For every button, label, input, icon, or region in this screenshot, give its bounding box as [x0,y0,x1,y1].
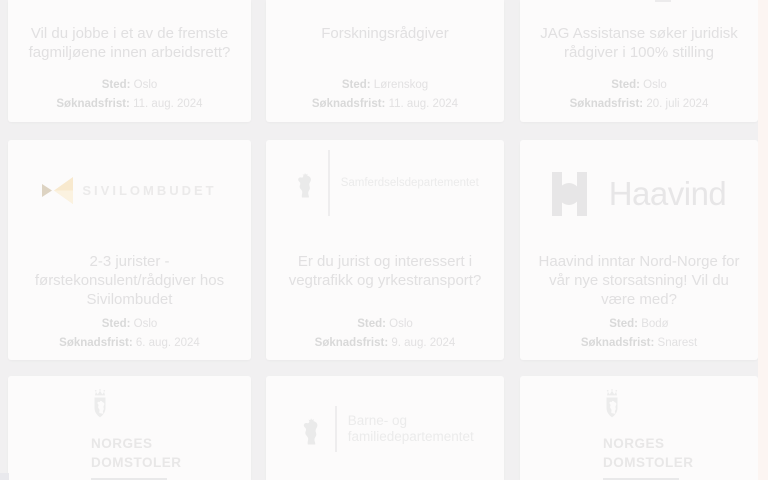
haavind-logo-text: Haavind [608,175,727,212]
deadline-label: Søknadsfrist: [311,98,386,110]
deadline-label: Søknadsfrist: [56,98,130,110]
court-crest-icon [603,389,621,421]
deadline-label: Søknadsfrist: [314,337,389,349]
job-deadline [520,337,758,350]
deadline-value: 11. aug. 2024 [133,98,203,110]
job-deadline [8,98,251,111]
deadline-label: Søknadsfrist: [580,337,655,349]
job-location [520,79,758,92]
location-value: Lørenskog [373,79,429,91]
logo-divider [328,150,330,216]
department-logo-line1: Barne- og [347,413,407,428]
deadline-value: 20. juli 2024 [646,98,709,110]
job-title: Vil du jobbe i et av de fremste fagmiljøene innen arbeidsrett? [28,25,231,61]
job-card-sivilombudet[interactable] [8,140,251,360]
department-logo-text: Samferdselsdepartementet [340,177,479,189]
sivilombudet-logo [8,176,251,204]
norwegian-lion-crest-icon [291,168,317,198]
job-card-norges-domstoler-2[interactable] [520,376,758,480]
job-location [520,318,758,331]
cropped-logo-fragment [655,0,671,2]
sivilombudet-logo-text: SIVILOMBUDET [82,182,217,198]
job-title: Haavind inntar Nord-Norge for vår nye storsatsning! Vil du være med? [538,253,740,308]
job-title: 2-3 jurister - førstekonsulent/rådgiver hos Sivilombudet [34,253,225,308]
job-card-arbeidsrett[interactable] [8,0,251,122]
court-crest-icon [91,389,109,421]
location-label: Sted: [611,79,640,91]
domstoler-logo-line1: NORGES [91,436,153,451]
deadline-value: 11. aug. 2024 [388,98,459,110]
location-label: Sted: [609,318,639,330]
haavind-logo [520,172,758,216]
deadline-label: Søknadsfrist: [569,98,644,110]
job-title: JAG Assistanse søker juridisk rådgiver i 100% stilling [540,25,738,61]
location-label: Sted: [357,318,386,330]
job-card-jag-assistanse[interactable] [520,0,758,122]
location-value: Bodø [641,318,669,330]
job-title: Forskningsrådgiver [321,25,449,42]
location-value: Oslo [133,318,158,330]
job-location [8,79,251,92]
job-card-forskningsradgiver[interactable] [266,0,504,122]
job-card-norges-domstoler-1[interactable] [8,376,251,480]
haavind-h-mark-icon [552,172,587,216]
job-location [266,318,504,331]
norges-domstoler-logo [603,389,694,480]
job-location [266,79,504,92]
norwegian-lion-crest-icon [296,413,324,445]
location-label: Sted: [341,79,371,91]
job-deadline [8,337,251,350]
sivilombudet-arrows-icon [42,177,73,204]
deadline-value: 6. aug. 2024 [135,337,200,349]
job-deadline [266,337,504,350]
logo-divider [335,406,337,452]
location-label: Sted: [101,318,131,330]
job-card-haavind[interactable] [520,140,758,360]
department-logo-line2: familiedepartementet [347,429,474,444]
job-card-barne-og-familiedepartementet[interactable] [266,376,504,480]
domstoler-logo-line1: NORGES [603,436,665,451]
deadline-value: 9. aug. 2024 [391,337,456,349]
location-value: Oslo [643,79,667,91]
location-value: Oslo [133,79,158,91]
barne-og-familiedepartementet-logo [266,406,504,452]
samferdselsdepartementet-logo [266,150,504,216]
job-card-samferdselsdepartementet[interactable] [266,140,504,360]
norges-domstoler-logo [91,389,182,480]
deadline-label: Søknadsfrist: [59,337,133,349]
deadline-value: Snarest [657,337,698,349]
job-location [8,318,251,331]
location-value: Oslo [389,318,413,330]
location-label: Sted: [101,79,131,91]
job-title: Er du jurist og interessert i vegtrafikk og yrkestransport? [288,253,482,289]
domstoler-logo-line2: DOMSTOLER [603,455,694,470]
job-deadline [266,98,504,111]
page-corner-fragment [0,473,9,480]
domstoler-logo-line2: DOMSTOLER [91,455,182,470]
page-right-edge-strip [758,0,768,480]
job-deadline [520,98,758,111]
